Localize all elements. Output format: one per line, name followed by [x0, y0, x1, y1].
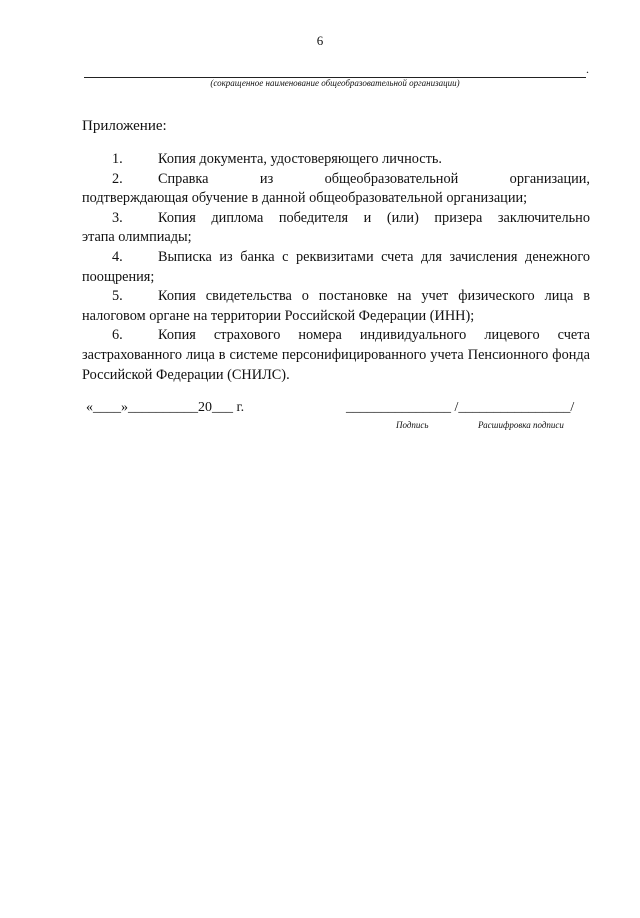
list-item-first-line [82, 287, 590, 307]
list-item [82, 209, 590, 248]
list-item-number: 6. [112, 327, 123, 344]
list-item-text: Копия свидетельства о постановке на учет физического лица в [158, 288, 590, 305]
list-item-continuation: поощрения; [82, 268, 155, 285]
signature-decoding-caption: Расшифровка подписи [478, 420, 564, 430]
list-item-first-line [82, 150, 590, 170]
list-item-first-line [82, 170, 590, 190]
list-item-number: 1. [112, 151, 123, 167]
list-item-continuation: этапа олимпиады; [82, 229, 192, 246]
list-item-continuation: подтверждающая обучение в данной общеобразовательной организации; [82, 190, 528, 207]
organization-caption: (сокращенное наименование общеобразовательной организации) [210, 78, 460, 88]
list-item-number: 5. [112, 288, 123, 305]
list-item-first-line [82, 326, 590, 346]
list-item-number: 2. [112, 170, 123, 187]
list-item [82, 287, 590, 326]
signature-line: _______________ /________________/ [346, 400, 575, 415]
list-item-text: Справка из общеобразовательной организации, [158, 170, 590, 187]
page-number: 6 [316, 33, 324, 48]
date-line: «____»__________20___ г. [86, 400, 245, 415]
list-item-number: 3. [112, 209, 123, 226]
list-item-text: Выписка из банка с реквизитами счета для зачисления денежного [158, 248, 590, 265]
list-item-text: Копия диплома победителя и (или) призера заключительно [158, 209, 590, 226]
list-item-number: 4. [112, 248, 123, 265]
list-item-continuation: застрахованного лица в системе персонифицированного учета Пенсионного фонда Российской Федерации (СНИЛС). [82, 346, 590, 383]
list-item [82, 248, 590, 287]
appendix-list [82, 150, 590, 385]
signature-caption: Подпись [396, 420, 429, 430]
list-item [82, 150, 590, 170]
list-item [82, 170, 590, 209]
list-item-text: Копия страхового номера индивидуального лицевого счета [158, 327, 590, 344]
organization-line-dot: . [586, 62, 589, 76]
list-item [82, 326, 590, 385]
list-item-first-line [82, 248, 590, 268]
list-item-text: Копия документа, удостоверяющего личность. [158, 151, 442, 167]
list-item-continuation: налоговом органе на территории Российской Федерации (ИНН); [82, 307, 475, 324]
appendix-heading: Приложение: [82, 118, 167, 134]
list-item-first-line [82, 209, 590, 229]
